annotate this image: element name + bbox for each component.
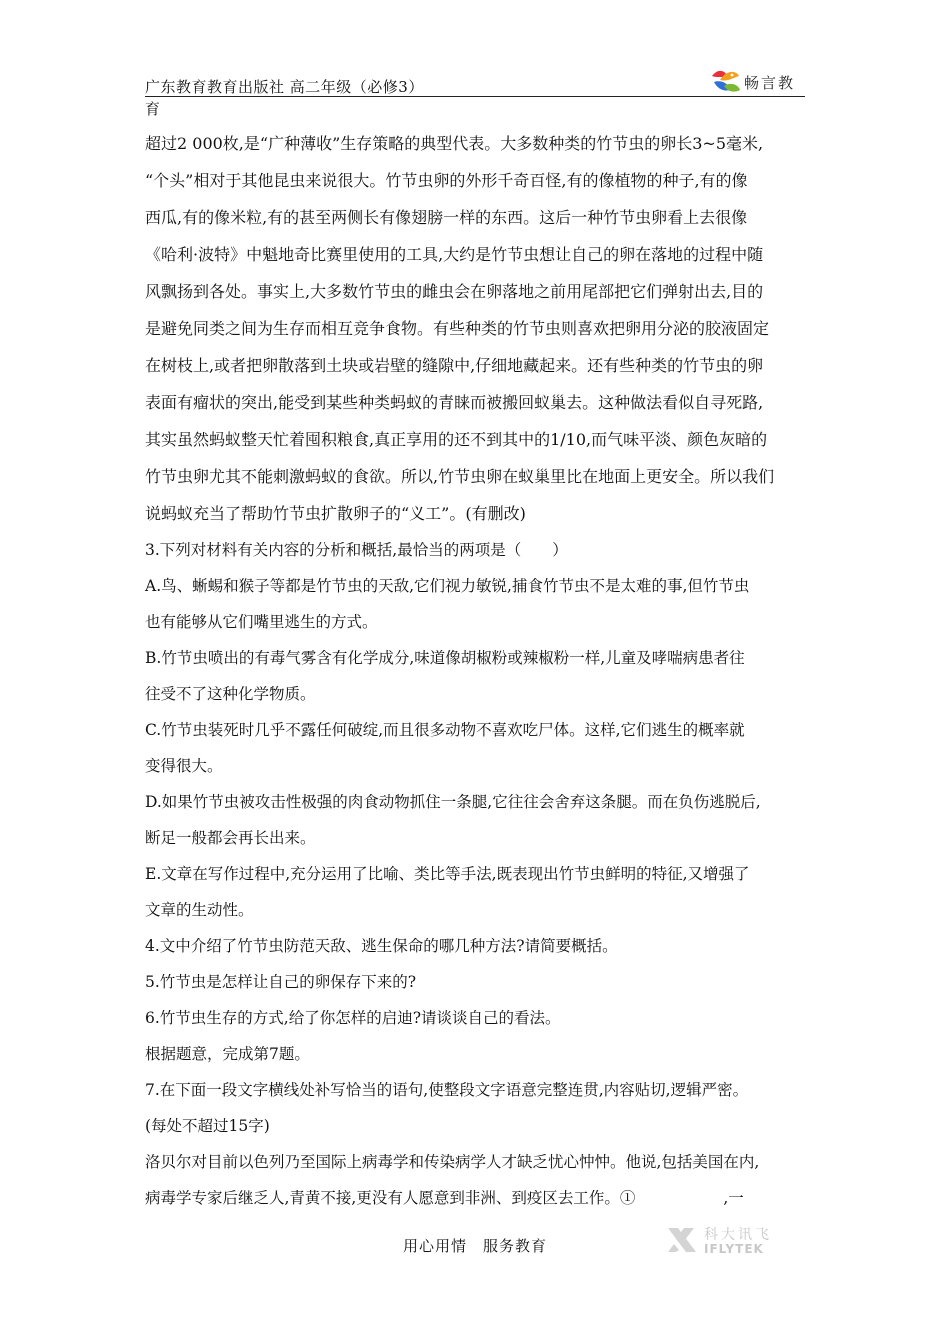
option-c: C.竹节虫装死时几乎不露任何破绽,而且很多动物不喜欢吃尸体。这样,它们逃生的概率就 [145,721,745,739]
passage-line: 竹节虫卵尤其不能刺激蚂蚁的食欲。所以,竹节虫卵在蚁巢里比在地面上更安全。所以我们 [145,467,775,486]
q7-passage-line: 洛贝尔对目前以色列乃至国际上病毒学和传染病学人才缺乏忧心忡忡。他说,包括美国在内, [145,1153,760,1171]
question-5: 5.竹节虫是怎样让自己的卵保存下来的? [145,973,417,991]
option-c-cont: 变得很大。 [145,757,223,775]
questions [145,532,811,1216]
question-3-stem: 3.下列对材料有关内容的分析和概括,最恰当的两项是（ ） [145,541,568,559]
page-header [145,72,805,116]
watermark-en: IFLYTEK [704,1242,764,1256]
changyan-bird-logo-icon [708,66,742,96]
page-footer: 用心用情 服务教育 [402,1237,547,1255]
passage-line: 说蚂蚁充当了帮助竹节虫扩散卵子的“义工”。(有删改) [145,504,526,523]
option-d-cont: 断足一般都会再长出来。 [145,829,316,847]
option-a-cont: 也有能够从它们嘴里逃生的方式。 [145,613,378,631]
passage [145,125,811,532]
watermark-cn: 科大讯飞 [704,1227,772,1243]
question-7: 7.在下面一段文字横线处补写恰当的语句,使整段文字语意完整连贯,内容贴切,逻辑严密。 [145,1081,749,1099]
section-instruction: 根据题意，完成第7题。 [145,1045,310,1063]
passage-line: 是避免同类之间为生存而相互竞争食物。有些种类的竹节虫则喜欢把卵用分泌的胶液固定 [145,319,770,338]
passage-line: 在树枝上,或者把卵散落到土块或岩壁的缝隙中,仔细地藏起来。还有些种类的竹节虫的卵 [145,356,764,375]
passage-line: 超过2 000枚,是“广种薄收”生存策略的典型代表。大多数种类的竹节虫的卵长3~5毫米, [145,134,764,153]
publisher-line-1: 广东教育教育出版社 高二年级（必修3） [145,78,424,96]
option-b-cont: 往受不了这种化学物质。 [145,685,316,703]
passage-line: 其实虽然蚂蚁整天忙着囤积粮食,真正享用的还不到其中的1/10,而气味平淡、颜色灰暗的 [145,430,768,449]
changyan-logo [708,66,808,98]
q7-passage-line-last [145,1180,811,1216]
passage-line: “个头”相对于其他昆虫来说很大。竹节虫卵的外形千奇百怪,有的像植物的种子,有的像 [145,171,748,190]
option-e-cont: 文章的生动性。 [145,901,254,919]
option-a: A.鸟、蜥蜴和猴子等都是竹节虫的天敌,它们视力敏锐,捕食竹节虫不是太难的事,但竹节虫 [145,577,750,595]
question-4: 4.文中介绍了竹节虫防范天敌、逃生保命的哪几种方法?请简要概括。 [145,937,618,955]
option-e: E.文章在写作过程中,充分运用了比喻、类比等手法,既表现出竹节虫鲜明的特征,又增强了 [145,865,750,883]
passage-line: 风飘扬到各处。事实上,大多数竹节虫的雌虫会在卵落地之前用尾部把它们弹射出去,目的 [145,282,764,301]
option-d: D.如果竹节虫被攻击性极强的肉食动物抓住一条腿,它往往会舍弃这条腿。而在负伤逃脱后, [145,793,761,811]
q7-passage-tail: ,一 [723,1189,744,1207]
publisher-info [145,76,465,120]
option-b: B.竹节虫喷出的有毒气雾含有化学成分,味道像胡椒粉或辣椒粉一样,儿童及哮喘病患者往 [145,649,745,667]
question-7-note: (每处不超过15字) [145,1117,270,1135]
passage-line: 表面有瘤状的突出,能受到某些种类蚂蚁的青睐而被搬回蚁巢去。这种做法看似自寻死路, [145,393,764,412]
logo-text: 畅言教 [744,74,796,92]
header-divider [145,96,805,97]
publisher-line-2: 育 [145,100,161,118]
passage-line: 《哈利·波特》中魁地奇比赛里使用的工具,大约是竹节虫想让自己的卵在落地的过程中随 [145,245,764,264]
question-6: 6.竹节虫生存的方式,给了你怎样的启迪?请谈谈自己的看法。 [145,1009,561,1027]
document-body [145,125,811,1216]
q7-passage-text: 病毒学专家后继乏人,青黄不接,更没有人愿意到非洲、到疫区去工作。① [145,1189,636,1207]
passage-line: 西瓜,有的像米粒,有的甚至两侧长有像翅膀一样的东西。这后一种竹节虫卵看上去很像 [145,208,748,227]
